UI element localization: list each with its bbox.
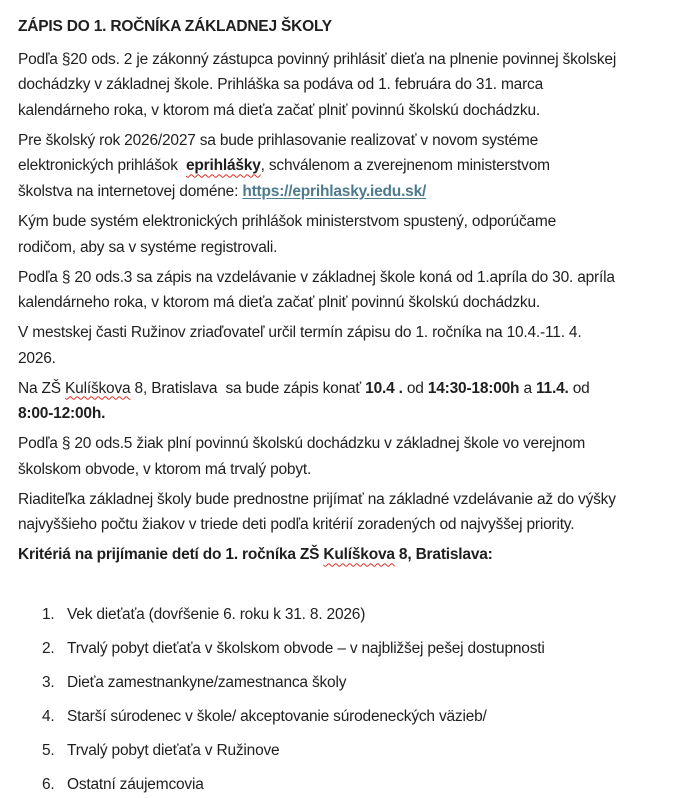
text-run: školstva na internetovej doméne: bbox=[18, 182, 243, 200]
list-item bbox=[18, 772, 686, 798]
text-line bbox=[18, 14, 686, 40]
text-run: 8:00-12:00h. bbox=[18, 405, 106, 423]
text-run: 2026. bbox=[18, 349, 56, 367]
spellcheck-word: Kulíškova bbox=[323, 546, 395, 564]
text-run: ZÁPIS DO 1. ROČNÍKA ZÁKLADNEJ ŠKOLY bbox=[18, 18, 332, 35]
text-run: V mestskej časti Ružinov zriaďovateľ určil termín zápisu do 1. ročníka na 10.4.-11. 4. bbox=[18, 324, 582, 342]
text-line bbox=[18, 320, 686, 346]
text-line bbox=[18, 346, 686, 372]
text-line bbox=[18, 487, 686, 513]
text-run: Riaditeľka základnej školy bude prednostne prijímať na základné vzdelávanie až do výšky bbox=[18, 490, 616, 508]
list-item bbox=[18, 738, 686, 764]
list-item-number: 5. bbox=[42, 742, 55, 760]
text-run: Pre školský rok 2026/2027 sa bude prihlasovanie realizovať v novom systéme bbox=[18, 131, 539, 149]
text-line bbox=[18, 209, 686, 235]
text-line bbox=[18, 542, 686, 568]
text-run: najvyššieho počtu žiakov v triede deti podľa kritérií zoradených od najvyššej priority. bbox=[18, 516, 575, 534]
text-run: od bbox=[568, 379, 590, 397]
text-line bbox=[18, 98, 686, 124]
paragraph bbox=[18, 542, 686, 568]
list-item-text: Starší súrodenec v škole/ akceptovanie súrodeneckých väzieb/ bbox=[67, 708, 487, 726]
paragraph bbox=[18, 320, 686, 371]
text-run: elektronických prihlášok bbox=[18, 157, 186, 175]
list-item-text: Dieťa zamestnankyne/zamestnanca školy bbox=[67, 674, 347, 692]
text-run: od bbox=[402, 379, 428, 397]
text-run: dochádzky v základnej škole. Prihláška sa podáva od 1. februára do 31. marca bbox=[18, 76, 544, 94]
text-run: a bbox=[519, 379, 536, 397]
text-run: kalendárneho roka, v ktorom má dieťa začať plniť povinnú školskú dochádzku. bbox=[18, 101, 540, 119]
paragraph bbox=[18, 376, 686, 427]
empty-paragraph bbox=[18, 572, 686, 598]
text-run: 11.4. bbox=[535, 379, 569, 397]
eprihlasky-link[interactable]: https://eprihlasky.iedu.sk/ bbox=[242, 182, 427, 200]
list-item-text: Vek dieťaťa (dovŕšenie 6. roku k 31. 8. 2026) bbox=[67, 606, 366, 624]
text-run: , schválenom a zverejnenom ministerstvom bbox=[260, 157, 550, 175]
text-run: Na ZŠ bbox=[18, 379, 66, 397]
list-item-text: Ostatní záujemcovia bbox=[67, 776, 204, 794]
list-item bbox=[18, 670, 686, 696]
text-run: 14:30-18:00h bbox=[427, 379, 520, 397]
paragraph bbox=[18, 209, 686, 260]
page-title bbox=[18, 14, 686, 40]
spellcheck-word: Kulíškova bbox=[65, 379, 131, 397]
text-line bbox=[18, 235, 686, 261]
spellcheck-word: eprihlášky bbox=[185, 157, 261, 175]
text-run: Podľa §20 ods. 2 je zákonný zástupca povinný prihlásiť dieťa na plnenie povinnej školskej bbox=[18, 50, 617, 68]
text-line bbox=[18, 512, 686, 538]
paragraph bbox=[18, 487, 686, 538]
text-line bbox=[18, 153, 686, 179]
text-run: Podľa § 20 ods.5 žiak plní povinnú školskú dochádzku v základnej škole vo verejnom bbox=[18, 435, 586, 453]
list-item bbox=[18, 602, 686, 628]
text-run: Podľa § 20 ods.3 sa zápis na vzdelávanie v základnej škole koná od 1.apríla do 30. apríla bbox=[18, 268, 615, 286]
list-item-number: 3. bbox=[42, 674, 55, 692]
text-run: rodičom, aby sa v systéme registrovali. bbox=[18, 238, 278, 256]
text-run: kalendárneho roka, v ktorom má dieťa začať plniť povinnú školskú dochádzku. bbox=[18, 294, 540, 312]
paragraph bbox=[18, 431, 686, 482]
text-run: Kým bude systém elektronických prihlášok ministerstvom spustený, odporúčame bbox=[18, 212, 557, 230]
list-item-number: 6. bbox=[42, 776, 55, 794]
text-run: 8, Bratislava: bbox=[394, 546, 493, 564]
text-run: 8, Bratislava sa bude zápis konať bbox=[130, 379, 366, 397]
text-run: školskom obvode, v ktorom má trvalý pobyt. bbox=[18, 460, 312, 478]
text-line bbox=[18, 128, 686, 154]
text-run: Kritériá na prijímanie detí do 1. ročníka ZŠ bbox=[18, 546, 324, 564]
list-item-text: Trvalý pobyt dieťaťa v Ružinove bbox=[67, 742, 280, 760]
list-item-number: 4. bbox=[42, 708, 55, 726]
list-item-number: 1. bbox=[42, 606, 55, 624]
text-line bbox=[18, 457, 686, 483]
text-line bbox=[18, 431, 686, 457]
list-item bbox=[18, 704, 686, 730]
text-line bbox=[18, 179, 686, 205]
numbered-list bbox=[18, 602, 686, 798]
text-line bbox=[18, 290, 686, 316]
text-line bbox=[18, 376, 686, 402]
text-run: 10.4 . bbox=[365, 379, 403, 397]
text-line bbox=[18, 47, 686, 73]
paragraph bbox=[18, 47, 686, 124]
text-line bbox=[18, 401, 686, 427]
paragraph bbox=[18, 128, 686, 205]
list-item-number: 2. bbox=[42, 640, 55, 658]
list-item-text: Trvalý pobyt dieťaťa v školskom obvode – v najbližšej pešej dostupnosti bbox=[67, 640, 545, 658]
list-item bbox=[18, 636, 686, 662]
paragraph bbox=[18, 265, 686, 316]
text-line bbox=[18, 72, 686, 98]
text-line bbox=[18, 265, 686, 291]
